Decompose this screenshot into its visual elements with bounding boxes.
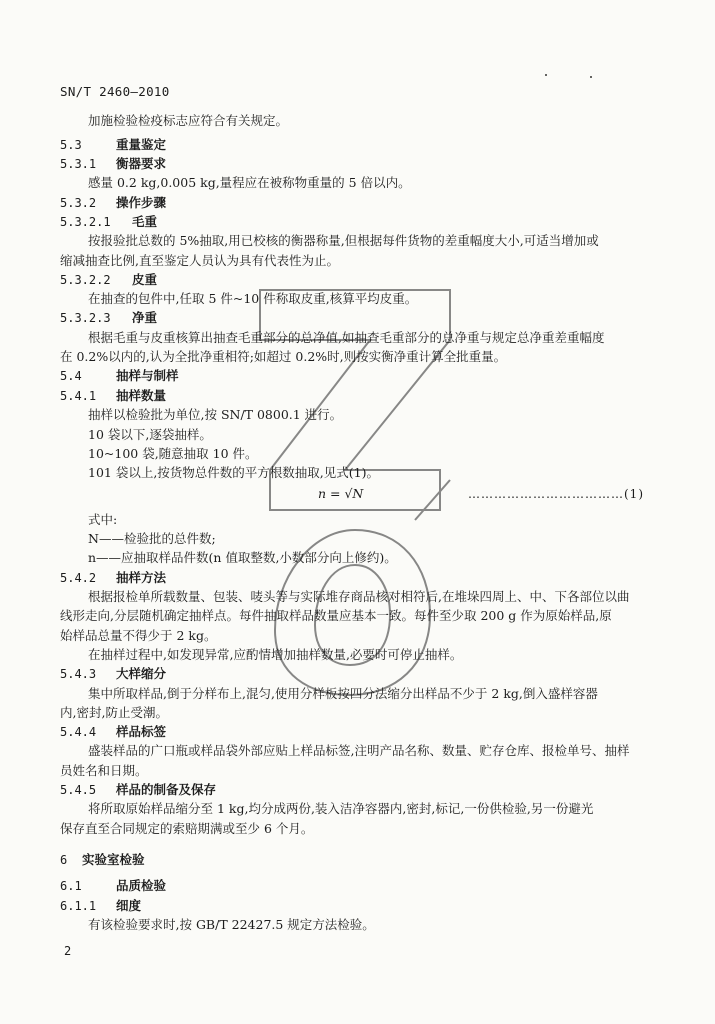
section-number: 5.4.1 — [60, 389, 97, 403]
section-heading — [60, 195, 166, 211]
section-number: 5.3 — [60, 138, 82, 152]
section-heading — [60, 368, 179, 384]
section-title: 操作步骤 — [116, 195, 167, 210]
formula-number: ………………………………(1) — [468, 487, 644, 501]
section-title: 抽样方法 — [116, 570, 167, 585]
section-heading — [60, 570, 166, 586]
section-title: 品质检验 — [116, 878, 167, 893]
scan-speck — [545, 74, 547, 76]
paragraph-line: 抽样以检验批为单位,按 SN/T 0800.1 进行。 — [88, 407, 343, 422]
section-title: 净重 — [132, 310, 158, 325]
paragraph-line: 线形走向,分层随机确定抽样点。每件抽取样品数量应基本一致。每件至少取 200 g 作为原始样品,原 — [60, 608, 612, 623]
page-number: 2 — [64, 944, 72, 958]
section-heading — [60, 310, 157, 326]
section-number: 6 — [60, 853, 68, 867]
paragraph-line: 内,密封,防止受潮。 — [60, 705, 168, 720]
paragraph-line: 感量 0.2 kg,0.005 kg,量程应在被称物重量的 5 倍以内。 — [88, 175, 411, 190]
section-number: 5.4.4 — [60, 725, 97, 739]
section-title: 皮重 — [132, 272, 158, 287]
section-title: 抽样与制样 — [116, 368, 179, 383]
section-title: 实验室检验 — [82, 852, 145, 867]
section-title: 大样缩分 — [116, 666, 167, 681]
section-title: 样品标签 — [116, 724, 167, 739]
section-title: 衡器要求 — [116, 156, 167, 171]
formula: n = √N — [318, 486, 364, 501]
paragraph-line: 式中: — [88, 512, 118, 527]
paragraph-line: 按报验批总数的 5%抽取,用已校核的衡器称量,但根据每件货物的差重幅度大小,可适当增加或 — [88, 233, 599, 248]
section-number: 6.1 — [60, 879, 82, 893]
section-heading — [60, 852, 145, 868]
section-heading — [60, 388, 166, 404]
section-number: 5.3.2.3 — [60, 311, 111, 325]
section-number: 5.4.5 — [60, 783, 97, 797]
paragraph-line: 集中所取样品,倒于分样布上,混匀,使用分样板按四分法缩分出样品不少于 2 kg,倒入盛样容器 — [88, 686, 598, 701]
section-title: 样品的制备及保存 — [116, 782, 217, 797]
section-title: 细度 — [116, 898, 142, 913]
paragraph-line: 10 袋以下,逐袋抽样。 — [88, 427, 212, 442]
section-number: 5.4 — [60, 369, 82, 383]
paragraph-line: 将所取原始样品缩分至 1 kg,均分成两份,装入洁净容器内,密封,标记,一份供检验,另一份避光 — [88, 801, 594, 816]
section-number: 5.4.2 — [60, 571, 97, 585]
scan-speck — [590, 76, 592, 78]
paragraph-line: 保存直至合同规定的索赔期满或至少 6 个月。 — [60, 821, 314, 836]
section-number: 5.3.1 — [60, 157, 97, 171]
paragraph-line: 在 0.2%以内的,认为全批净重相符;如超过 0.2%时,则按实衡净重计算全批重量。 — [60, 349, 507, 364]
section-number: 5.4.3 — [60, 667, 97, 681]
paragraph-line: 缩减抽查比例,直至鉴定人员认为具有代表性为止。 — [60, 253, 339, 268]
section-heading — [60, 156, 166, 172]
paragraph-line: 盛装样品的广口瓶或样品袋外部应贴上样品标签,注明产品名称、数量、贮存仓库、报检单号、抽样 — [88, 743, 630, 758]
section-heading — [60, 898, 141, 914]
paragraph-line: 在抽样过程中,如发现异常,应酌情增加抽样数量,必要时可停止抽样。 — [88, 647, 463, 662]
section-heading — [60, 214, 157, 230]
section-heading — [60, 724, 166, 740]
section-heading — [60, 272, 157, 288]
section-number: 5.3.2.1 — [60, 215, 111, 229]
section-number: 5.3.2.2 — [60, 273, 111, 287]
paragraph-line: 根据报检单所载数量、包装、唛头等与实际堆存商品核对相符后,在堆垛四周上、中、下各部位以曲 — [88, 589, 630, 604]
section-heading — [60, 878, 166, 894]
standard-number: SN/T 2460—2010 — [60, 84, 170, 99]
paragraph-line: 101 袋以上,按货物总件数的平方根数抽取,见式(1)。 — [88, 465, 379, 480]
section-heading — [60, 782, 216, 798]
section-heading — [60, 666, 166, 682]
paragraph-line: n——应抽取样品件数(n 值取整数,小数部分向上修约)。 — [88, 550, 397, 565]
section-title: 毛重 — [132, 214, 158, 229]
section-number: 5.3.2 — [60, 196, 97, 210]
section-number: 6.1.1 — [60, 899, 97, 913]
section-title: 重量鉴定 — [116, 137, 167, 152]
section-heading — [60, 137, 166, 153]
paragraph-line: 在抽查的包件中,任取 5 件~10 件称取皮重,核算平均皮重。 — [88, 291, 418, 306]
section-title: 抽样数量 — [116, 388, 167, 403]
paragraph-line: N——检验批的总件数; — [88, 531, 216, 546]
paragraph-line: 10~100 袋,随意抽取 10 件。 — [88, 446, 258, 461]
paragraph-line: 有该检验要求时,按 GB/T 22427.5 规定方法检验。 — [88, 917, 375, 932]
paragraph-line: 员姓名和日期。 — [60, 763, 148, 778]
paragraph-line: 始样品总量不得少于 2 kg。 — [60, 628, 217, 643]
paragraph-line: 根据毛重与皮重核算出抽查毛重部分的总净值,如抽查毛重部分的总净重与规定总净重差重幅度 — [88, 330, 605, 345]
paragraph-line: 加施检验检疫标志应符合有关规定。 — [88, 113, 289, 128]
